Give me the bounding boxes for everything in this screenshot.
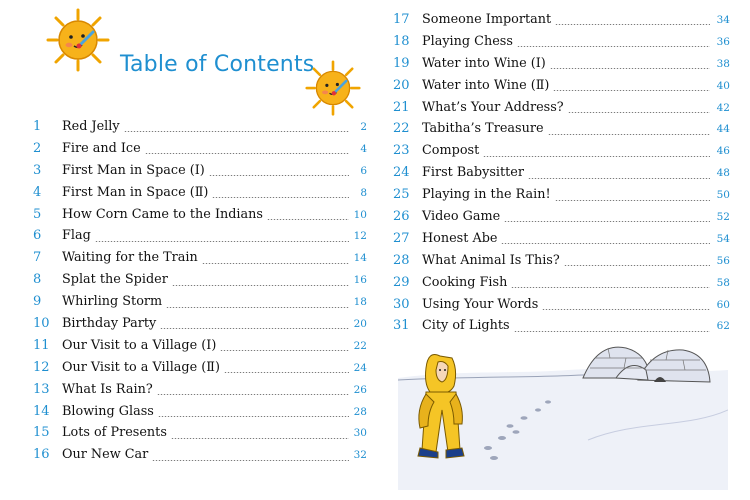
toc-entry[interactable] [393,187,730,209]
toc-entry-number: 11 [33,337,50,353]
dot-leader [528,178,710,179]
toc-entry-number: 5 [33,206,42,222]
toc-entry-page: 10 [353,208,367,221]
toc-column-left [33,119,367,469]
toc-entry-title: Video Game [422,209,501,225]
toc-entry-title: First Man in Space (Ⅰ) [62,162,205,178]
toc-entry[interactable] [393,143,730,165]
dot-leader [160,328,349,329]
toc-entry-page: 50 [716,189,730,202]
toc-entry-page: 22 [353,339,367,352]
toc-entry[interactable] [393,275,730,297]
dot-leader [514,331,710,332]
toc-entry-number: 3 [33,162,42,178]
toc-entry-title: Blowing Glass [62,403,154,419]
dot-leader [124,131,349,132]
toc-entry-page: 34 [716,14,730,26]
toc-entry-title: Compost [422,143,480,159]
dot-leader [158,416,349,417]
toc-entry[interactable] [393,297,730,319]
toc-entry[interactable] [33,119,367,141]
toc-entry-number: 30 [393,296,410,312]
dot-leader [511,287,710,288]
toc-entry-page: 30 [353,427,367,440]
toc-entry-title: How Corn Came to the Indians [62,206,263,222]
dot-leader [172,285,349,286]
dot-leader [553,90,710,91]
toc-entry-title: Whirling Storm [62,294,163,310]
toc-entry-page: 40 [716,79,730,92]
dot-leader [267,219,349,220]
toc-entry-page: 46 [716,145,730,158]
dot-leader [145,153,349,154]
toc-entry-number: 20 [393,77,410,93]
toc-entry-title: First Babysitter [422,165,524,181]
dot-leader [568,112,710,113]
toc-entry-page: 24 [353,361,367,374]
toc-entry-title: Playing in the Rain! [422,187,551,203]
toc-entry-page: 48 [716,167,730,180]
toc-entry-title: Someone Important [422,12,552,27]
toc-entry-title: What’s Your Address? [422,99,564,115]
dot-leader [224,372,349,373]
toc-entry-number: 26 [393,209,410,225]
toc-entry[interactable] [33,163,367,185]
dot-leader [555,200,710,201]
dot-leader [152,460,349,461]
toc-entry-number: 4 [33,184,42,200]
toc-entry-title: Our New Car [62,447,149,463]
sun-thermometer-icon [305,60,361,116]
toc-entry-page: 2 [360,121,367,133]
dot-leader [483,156,710,157]
toc-entry-number: 31 [393,318,410,334]
toc-entry-page: 8 [360,186,367,199]
toc-entry-title: Birthday Party [62,316,157,332]
toc-entry[interactable] [33,141,367,163]
dot-leader [220,350,349,351]
toc-entry-number: 10 [33,316,50,332]
toc-entry[interactable] [393,231,730,253]
toc-entry-page: 36 [716,35,730,48]
toc-entry-number: 8 [33,272,42,288]
toc-entry-page: 14 [353,252,367,265]
toc-entry-title: Water into Wine (Ⅱ) [422,77,550,93]
toc-entry-number: 27 [393,230,410,246]
toc-entry-number: 16 [33,447,50,463]
toc-entry-number: 28 [393,252,410,268]
toc-entry-title: City of Lights [422,318,510,334]
toc-entry[interactable] [33,360,367,382]
toc-entry[interactable] [33,404,367,426]
toc-entry[interactable] [33,272,367,294]
dot-leader [171,438,349,439]
toc-entry-number: 13 [33,381,50,397]
toc-entry-number: 12 [33,359,50,375]
toc-entry-page: 38 [716,57,730,70]
dot-leader [504,221,710,222]
toc-entry-number: 6 [33,228,42,244]
toc-entry-page: 28 [353,405,367,418]
toc-entry-title: Honest Abe [422,230,498,246]
toc-entry-title: Tabitha’s Treasure [422,121,544,137]
toc-entry-number: 17 [393,12,410,27]
page-title: Table of Contents [120,52,315,77]
toc-entry-page: 18 [353,296,367,309]
dot-leader [157,394,349,395]
dot-leader [542,309,710,310]
dot-leader [550,68,710,69]
toc-entry-number: 22 [393,121,410,137]
toc-entry-number: 23 [393,143,410,159]
toc-entry[interactable] [393,165,730,187]
toc-entry-page: 56 [716,254,730,267]
sun-thermometer-icon [46,8,110,72]
dot-leader [548,134,710,135]
toc-entry[interactable] [393,253,730,275]
dot-leader [501,243,710,244]
toc-entry-title: Our Visit to a Village (Ⅰ) [62,337,217,353]
dot-leader [564,265,710,266]
toc-entry-page: 4 [360,142,367,155]
toc-entry-page: 32 [353,449,367,462]
toc-entry-title: Our Visit to a Village (Ⅱ) [62,359,220,375]
toc-entry-title: Playing Chess [422,33,513,49]
toc-entry-title: Using Your Words [422,296,539,312]
toc-entry-page: 20 [353,318,367,331]
toc-entry[interactable] [33,185,367,207]
toc-entry-page: 58 [716,276,730,289]
toc-entry-page: 44 [716,123,730,136]
toc-entry-number: 7 [33,250,42,266]
toc-entry-page: 6 [360,164,367,177]
toc-entry-number: 25 [393,187,410,203]
toc-entry[interactable] [33,250,367,272]
toc-entry-page: 62 [716,320,730,333]
toc-entry-page: 54 [716,232,730,245]
toc-entry-title: Water into Wine (Ⅰ) [422,55,546,71]
toc-entry[interactable] [393,78,730,100]
toc-entry[interactable] [33,207,367,229]
dot-leader [166,307,349,308]
dot-leader [95,241,349,242]
toc-entry-number: 14 [33,403,50,419]
toc-entry-title: Red Jelly [62,119,120,134]
toc-entry[interactable] [393,121,730,143]
toc-entry[interactable] [393,56,730,78]
toc-entry-page: 52 [716,211,730,224]
toc-entry-title: Flag [62,228,91,244]
toc-entry-title: What Is Rain? [62,381,153,397]
toc-entry-page: 26 [353,383,367,396]
toc-entry-title: Cooking Fish [422,274,508,290]
toc-entry-title: What Animal Is This? [422,252,560,268]
dot-leader [202,263,349,264]
toc-column-right [393,12,730,340]
toc-entry-page: 42 [716,101,730,114]
toc-entry-title: Fire and Ice [62,140,141,156]
igloo-explorer-illustration [398,340,728,494]
toc-entry[interactable] [33,338,367,360]
toc-entry[interactable] [393,34,730,56]
toc-entry[interactable] [33,316,367,338]
dot-leader [209,175,349,176]
toc-entry-number: 24 [393,165,410,181]
toc-entry-number: 29 [393,274,410,290]
dot-leader [212,197,349,198]
toc-entry-title: First Man in Space (Ⅱ) [62,184,209,200]
toc-entry-number: 21 [393,99,410,115]
toc-entry-page: 60 [716,298,730,311]
toc-entry[interactable] [393,318,730,340]
toc-entry-number: 1 [33,119,42,134]
toc-entry-number: 15 [33,425,50,441]
toc-entry[interactable] [33,382,367,404]
toc-entry-title: Lots of Presents [62,425,167,441]
dot-leader [555,24,710,25]
toc-entry[interactable] [393,209,730,231]
toc-entry-title: Splat the Spider [62,272,168,288]
toc-entry[interactable] [33,228,367,250]
toc-entry-page: 16 [353,274,367,287]
toc-entry-title: Waiting for the Train [62,250,198,266]
toc-entry-page: 12 [353,230,367,243]
dot-leader [517,46,710,47]
toc-entry[interactable] [393,12,730,34]
toc-entry[interactable] [33,447,367,469]
toc-entry-number: 19 [393,55,410,71]
toc-entry-number: 18 [393,33,410,49]
toc-entry-number: 9 [33,294,42,310]
toc-entry[interactable] [33,425,367,447]
toc-entry[interactable] [33,294,367,316]
toc-entry[interactable] [393,100,730,122]
toc-entry-number: 2 [33,140,42,156]
